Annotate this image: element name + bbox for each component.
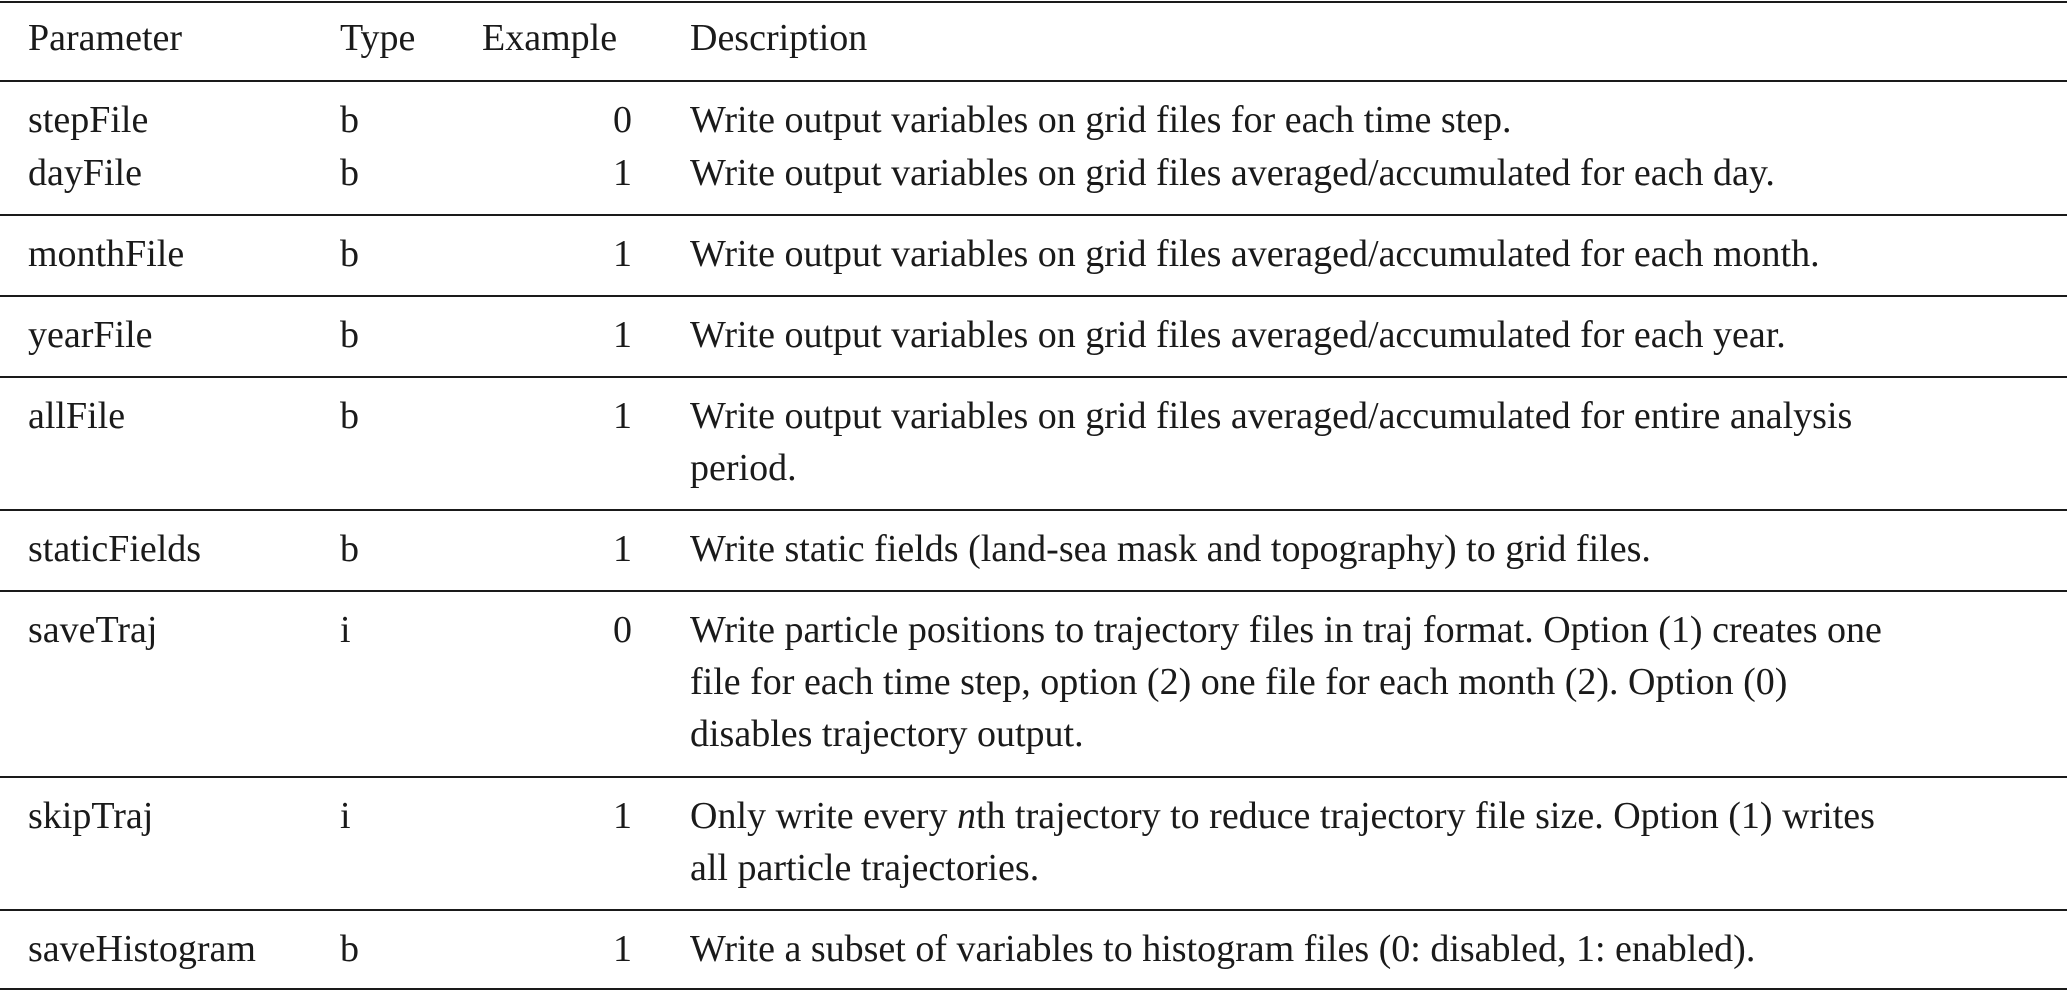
table-row-description [690,309,2050,361]
table-row-example: 1 [613,233,632,275]
description-line: Write output variables on grid files averaged/accumulated for entire analysis [690,395,1853,437]
row-divider [0,776,2067,778]
table-row-example: 0 [613,99,632,141]
table-row-parameter: monthFile [28,233,185,275]
table-row-type: b [340,152,359,194]
description-line: Write static fields (land-sea mask and topography) to grid files. [690,528,1651,570]
description-line: Write output variables on grid files averaged/accumulated for each year. [690,314,1786,356]
table-bottom-rule [0,988,2067,990]
description-line: all particle trajectories. [690,847,1040,889]
table-row-parameter: skipTraj [28,795,154,837]
header-example: Example [482,17,618,59]
row-divider [0,376,2067,378]
table-row-description [690,94,2050,146]
table-row-example: 1 [613,528,632,570]
table-row-description [690,523,2050,575]
header-type: Type [340,17,416,59]
table-row-description [690,228,2050,280]
table-row-parameter: saveTraj [28,609,158,651]
description-line: file for each time step, option (2) one file for each month (2). Option (0) [690,661,1788,703]
description-line: Write output variables on grid files averaged/accumulated for each month. [690,233,1820,275]
table-row-type: b [340,99,359,141]
table-row-parameter: staticFields [28,528,202,570]
table-row-description [690,790,2050,894]
table-row-type: b [340,314,359,356]
row-divider [0,509,2067,511]
description-line: Write output variables on grid files averaged/accumulated for each day. [690,152,1775,194]
table-row-example: 0 [613,609,632,651]
table-row-example: 1 [613,314,632,356]
description-text: th trajectory to reduce trajectory file size. Option (1) writes [975,795,1875,837]
table-row-type: i [340,795,351,837]
description-line: Write a subset of variables to histogram files (0: disabled, 1: enabled). [690,928,1756,970]
header-rule [0,80,2067,82]
row-divider [0,909,2067,911]
header-parameter: Parameter [28,17,183,59]
table-row-description [690,923,2050,975]
table-row-parameter: yearFile [28,314,153,356]
table-row-parameter: saveHistogram [28,928,256,970]
description-line: disables trajectory output. [690,713,1084,755]
table-row-type: b [340,528,359,570]
description-italic-n: n [956,795,976,837]
table-row-description [690,604,2050,760]
description-line: period. [690,447,797,489]
table-row-type: i [340,609,351,651]
table-row-example: 1 [613,928,632,970]
row-divider [0,590,2067,592]
table-row-parameter: stepFile [28,99,149,141]
description-line: Write output variables on grid files for each time step. [690,99,1512,141]
table-row-parameter: dayFile [28,152,142,194]
table-top-rule [0,1,2067,3]
header-description: Description [690,17,868,59]
row-divider [0,295,2067,297]
table-row-type: b [340,395,359,437]
description-text: Only write every [690,795,957,837]
table-row-type: b [340,928,359,970]
table-row-example: 1 [613,152,632,194]
table-row-description [690,147,2050,199]
table-row-example: 1 [613,795,632,837]
table-row-description [690,390,2050,494]
description-line: Write particle positions to trajectory files in traj format. Option (1) creates one [690,609,1882,651]
table-row-type: b [340,233,359,275]
row-divider [0,214,2067,216]
table-row-example: 1 [613,395,632,437]
table-row-parameter: allFile [28,395,126,437]
description-line [690,790,2050,842]
